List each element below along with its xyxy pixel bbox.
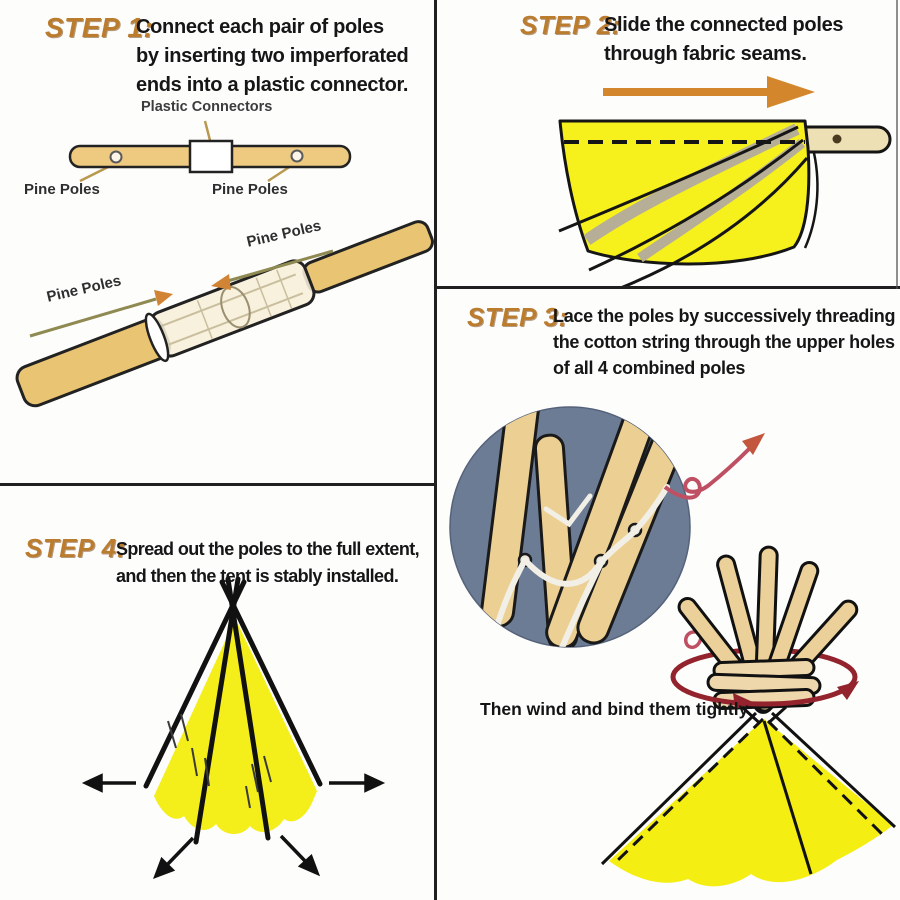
insert-arrow-left-head-icon (154, 290, 173, 306)
panel-step-4 (0, 486, 434, 900)
insert-arrow-right-head-icon (211, 274, 231, 290)
step4-line: and then the tent is stably installed. (116, 566, 399, 586)
step1-line: ends into a plastic connector. (136, 74, 409, 96)
pole-tip-hole (833, 135, 842, 144)
pole-hole-left (111, 152, 122, 163)
spread-arrow-right-icon (366, 776, 381, 790)
step1-line: Connect each pair of poles (136, 16, 384, 38)
step1-text (136, 13, 408, 100)
panel-step-3 (437, 289, 900, 900)
pole-hole-right (292, 151, 303, 162)
pine-poles-label-left: Pine Poles (24, 181, 100, 198)
step2-line: Slide the connected poles (604, 14, 844, 36)
step3-line: of all 4 combined poles (553, 358, 746, 378)
step4-line: Spread out the poles to the full extent, (116, 539, 420, 559)
step3-line: the cotton string through the upper holes (553, 332, 895, 352)
erected-tent-diagram (86, 579, 381, 876)
step4-heading: STEP 4: (25, 533, 126, 563)
step3-text (553, 303, 895, 381)
plastic-connectors-label: Plastic Connectors (141, 99, 273, 115)
pole-insert-diagram (12, 209, 434, 413)
step3-line: Lace the poles by successively threading (553, 306, 896, 326)
plastic-connector (190, 141, 232, 172)
step1-line: by inserting two imperforated (136, 45, 409, 67)
wind-arrow-head-icon (837, 681, 859, 700)
step3-heading: STEP 3: (467, 302, 568, 332)
bind-note: Then wind and bind them tightly (480, 699, 749, 719)
pine-poles-label-diag-left: Pine Poles (45, 272, 123, 306)
pole-pair-diagram (70, 121, 350, 181)
step2-heading: STEP 2: (520, 10, 621, 40)
panel-step-2 (437, 0, 900, 286)
slide-direction-arrow-icon (603, 76, 815, 108)
panel-step-1 (0, 0, 434, 483)
step2-line: through fabric seams. (604, 43, 807, 65)
spread-arrow-left-icon (86, 776, 101, 790)
step2-text (604, 11, 843, 69)
pine-poles-label-diag-right: Pine Poles (245, 217, 323, 251)
pine-poles-label-right: Pine Poles (212, 181, 288, 198)
step4-text (116, 536, 419, 590)
step1-heading: STEP 1: (45, 12, 154, 43)
